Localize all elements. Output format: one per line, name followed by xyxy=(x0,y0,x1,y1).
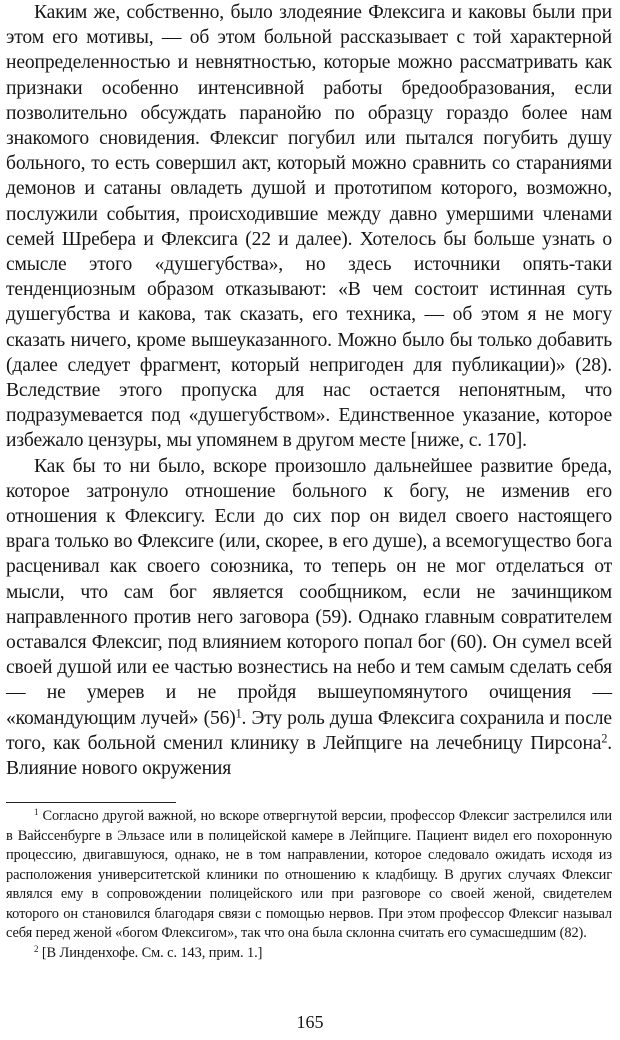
paragraph-1: Каким же, собственно, было злодеяние Флексига и каковы были при этом его мотивы, — об этом больной рассказывает с той характерной неопределенностью и невнятностью, которые можно рассматривать как признаки особенно интенсивной работы бредообразования, если позволительно обсуждать паранойю по образцу гораздо более нам знакомого сновидения. Флексиг погубил или пытался погубить душу больного, то есть совершил акт, который можно сравнить со стараниями демонов и сатаны овладеть душой и прототипом которого, возможно, послужили события, происходившие между давно умершими членами семей Шребера и Флексига (22 и далее). Хотелось бы больше узнать о смысле этого «душегубства», но здесь источники опять-таки тенденциозным образом отказывают: «В чем состоит истинная суть душегубства и какова, так сказать, его техника, — об этом я не могу сказать ничего, кроме вышеуказанного. Можно было бы только добавить (далее следует фрагмент, который непригоден для публикации)» (28). Вследствие этого пропуска для нас остается непонятным, что подразумевается под «душегубством». Единственное указание, которое избежало цензуры, мы упомянем в другом месте [ниже, с. 170]. xyxy=(6,2,612,452)
footnote-mark-2: 2 xyxy=(34,943,39,954)
main-text xyxy=(6,0,612,781)
paragraph-2 xyxy=(6,454,612,782)
paragraph-2-part-2: . Эту роль душа Флексига сохранила и после того, как больной сменил клинику в Лейпциге на лечебницу Пирсона xyxy=(6,707,612,754)
footnote-ref-1[interactable]: 1 xyxy=(235,706,242,721)
footnote-1-text: Согласно другой важной, но вскоре отвергнутой версии, профессор Флексиг застрелился или в Вайссенбурге в Эльзасе или в полицейской камере в Лейпциге. Пациент видел его похоронную процессию, двигавшуюся, однако, не в том направлении, которое следовало ожидать исходя из расположения университетской клиники по отношению к кладбищу. В других случаях Флексиг являлся ему в сопровождении полицейского или при разговоре со своей женой, свидетелем которого он становился благодаря связи с помощью нервов. При этом профессор Флексиг называл себя перед женой «богом Флексигом», так что она была склонна считать его сумасшедшим (82). xyxy=(6,808,612,941)
footnote-2-text: [В Линденхофе. См. с. 143, прим. 1.] xyxy=(41,944,263,961)
footnotes xyxy=(6,807,612,963)
footnote-2 xyxy=(6,944,612,964)
page-number: 165 xyxy=(296,1012,324,1032)
paragraph-2-part-1: Как бы то ни было, вскоре произошло дальнейшее развитие бреда, которое затронуло отношение больного к богу, не изменив его отношения к Флексигу. Если до сих пор он видел своего настоящего врага только во Флексиге (или, скорее, в его душе), а всемогущество бога расценивал как своего союзника, то теперь он не мог отделаться от мысли, что сам бог является сообщником, если не зачинщиком направленного против него заговора (59). Однако главным совратителем оставался Флексиг, под влиянием которого попал бог (60). Он сумел всей своей душой или ее частью вознестись на небо и тем самым сделать себя — не умерев и не пройдя вышеупомянутого очищения — «командующим лучей» (56) xyxy=(6,455,612,729)
footnote-1 xyxy=(6,807,612,944)
footnote-divider xyxy=(6,802,176,803)
paragraph-2-part-3: . Влияние нового окружения xyxy=(6,732,612,780)
footnote-mark-1: 1 xyxy=(34,807,39,818)
footnote-ref-2[interactable]: 2 xyxy=(601,731,608,746)
